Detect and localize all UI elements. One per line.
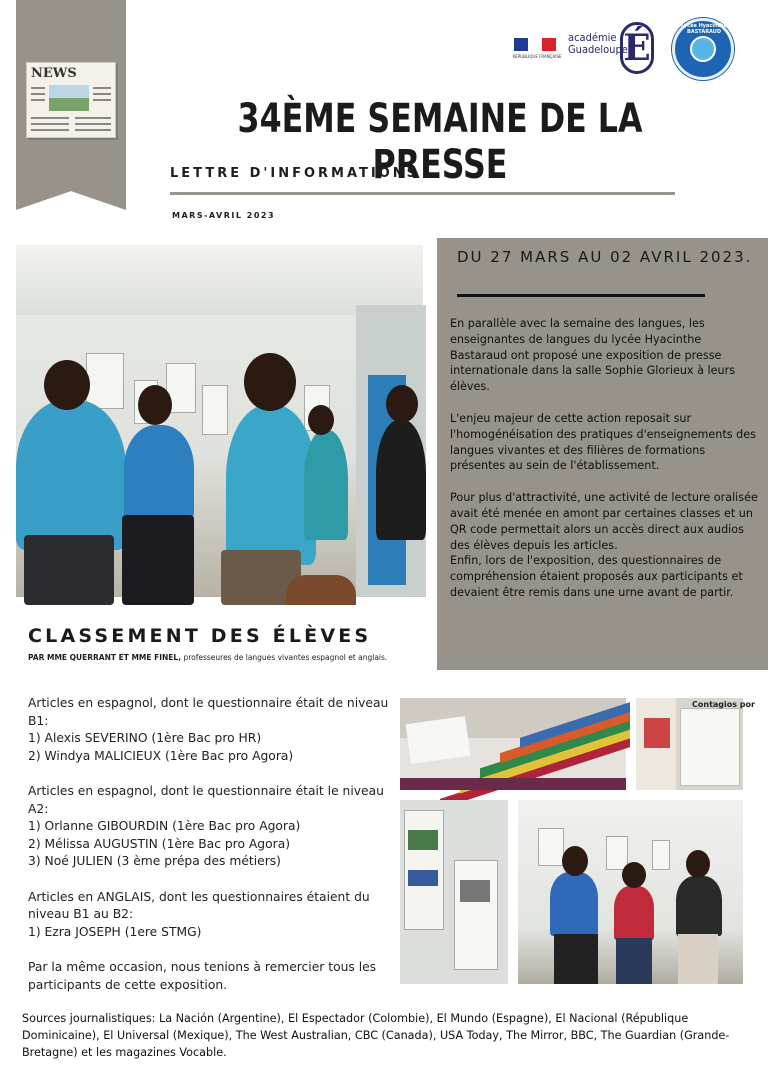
classement-byline: PAR MME QUERRANT ET MME FINEL, professeures de langues vivantes espagnol et anglais. <box>28 653 388 662</box>
info-paragraph: Enfin, lors de l'exposition, des questionnaires de compréhension étaient proposés aux participants et devaient être remis dans une urne avant de partir. <box>450 554 743 599</box>
ranking-heading: Articles en espagnol, dont le questionnaire était de niveau B1: <box>28 696 389 728</box>
ranking-entry: 2) Mélissa AUGUSTIN (1ère Bac pro Agora) <box>28 836 291 851</box>
classement-body <box>28 695 390 994</box>
event-date-range: DU 27 MARS AU 02 AVRIL 2023. <box>457 248 753 266</box>
ranking-entry: 3) Noé JULIEN (3 ème prépa des métiers) <box>28 854 281 869</box>
classement-title: CLASSEMENT DES ÉLÈVES <box>28 625 372 647</box>
contagios-headline: Contagios por <box>692 700 755 709</box>
info-paragraph: En parallèle avec la semaine des langues, les enseignantes de langues du lycée Hyacinthe Bastaraud ont proposé une exposition de presse internationale dans la salle Sophie Glorieux à leurs élèves. <box>450 317 736 394</box>
academie-e-logo: É <box>620 22 654 74</box>
students-photo <box>518 800 743 984</box>
main-exhibition-photo <box>16 245 423 597</box>
closing-text: Par la même occasion, nous tenions à remercier tous les participants de cette exposition. <box>28 959 377 992</box>
ranking-entry: 2) Windya MALICIEUX (1ère Bac pro Agora) <box>28 748 294 763</box>
newsletter-subtitle: LETTRE D'INFORMATIONS <box>170 166 420 181</box>
issue-date: MARS-AVRIL 2023 <box>172 211 276 220</box>
posters-photo <box>400 800 508 984</box>
subtitle-divider <box>170 192 675 195</box>
info-panel <box>437 238 768 670</box>
lycee-logo-text: Lycée Hyacinthe BASTARAUD <box>681 23 727 35</box>
ranking-heading: Articles en espagnol, dont le questionnaire était le niveau A2: <box>28 783 384 816</box>
info-paragraph: L'enjeu majeur de cette action reposait sur l'homogénéisation des pratiques d'enseignements des langues vivantes et des filières de formations présentes au sein de l'établissement. <box>450 411 756 473</box>
newspaper-photo <box>636 698 755 790</box>
page-title: 34ÈME SEMAINE DE LA PRESSE <box>237 96 643 188</box>
ranking-group <box>28 889 390 942</box>
lycee-logo <box>672 18 734 80</box>
date-divider <box>457 294 705 297</box>
ranking-entry: 1) Ezra JOSEPH (1ere STMG) <box>28 924 202 939</box>
ranking-entry: 1) Orlanne GIBOURDIN (1ère Bac pro Agora) <box>28 819 301 834</box>
info-body <box>450 316 758 601</box>
french-flag-icon <box>514 38 556 51</box>
globe-icon <box>690 36 716 62</box>
magazines-photo <box>400 698 626 790</box>
ranking-group <box>28 783 390 871</box>
logo-academie: académie Guadeloupe <box>568 31 628 56</box>
ranking-entry: 1) Alexis SEVERINO (1ère Bac pro HR) <box>28 731 262 746</box>
sources-text: Sources journalistiques: La Nación (Argentine), El Espectador (Colombie), El Mundo (Espagne), El Nacional (République Dominicaine), El Universal (Mexique), The West Australian, CBC (Canada), USA Today, The Mirror, BBC, The Guardian (Grande-Bretagne) et les magazines Vocable. <box>22 1012 730 1059</box>
logo-republic: RÉPUBLIQUE FRANÇAISE <box>512 54 562 59</box>
header-logos <box>512 14 737 82</box>
info-paragraph: Pour plus d'attractivité, une activité de lecture oralisée avait été menée en amont par certaines classes et un QR code permettait alors un accès direct aux audios des élèves depuis les articles. <box>450 491 758 552</box>
news-label: NEWS <box>31 66 77 81</box>
newspaper-icon <box>26 62 116 138</box>
ranking-heading: Articles en ANGLAIS, dont les questionnaires étaient du niveau B1 au B2: <box>28 889 370 922</box>
ranking-group <box>28 695 390 765</box>
